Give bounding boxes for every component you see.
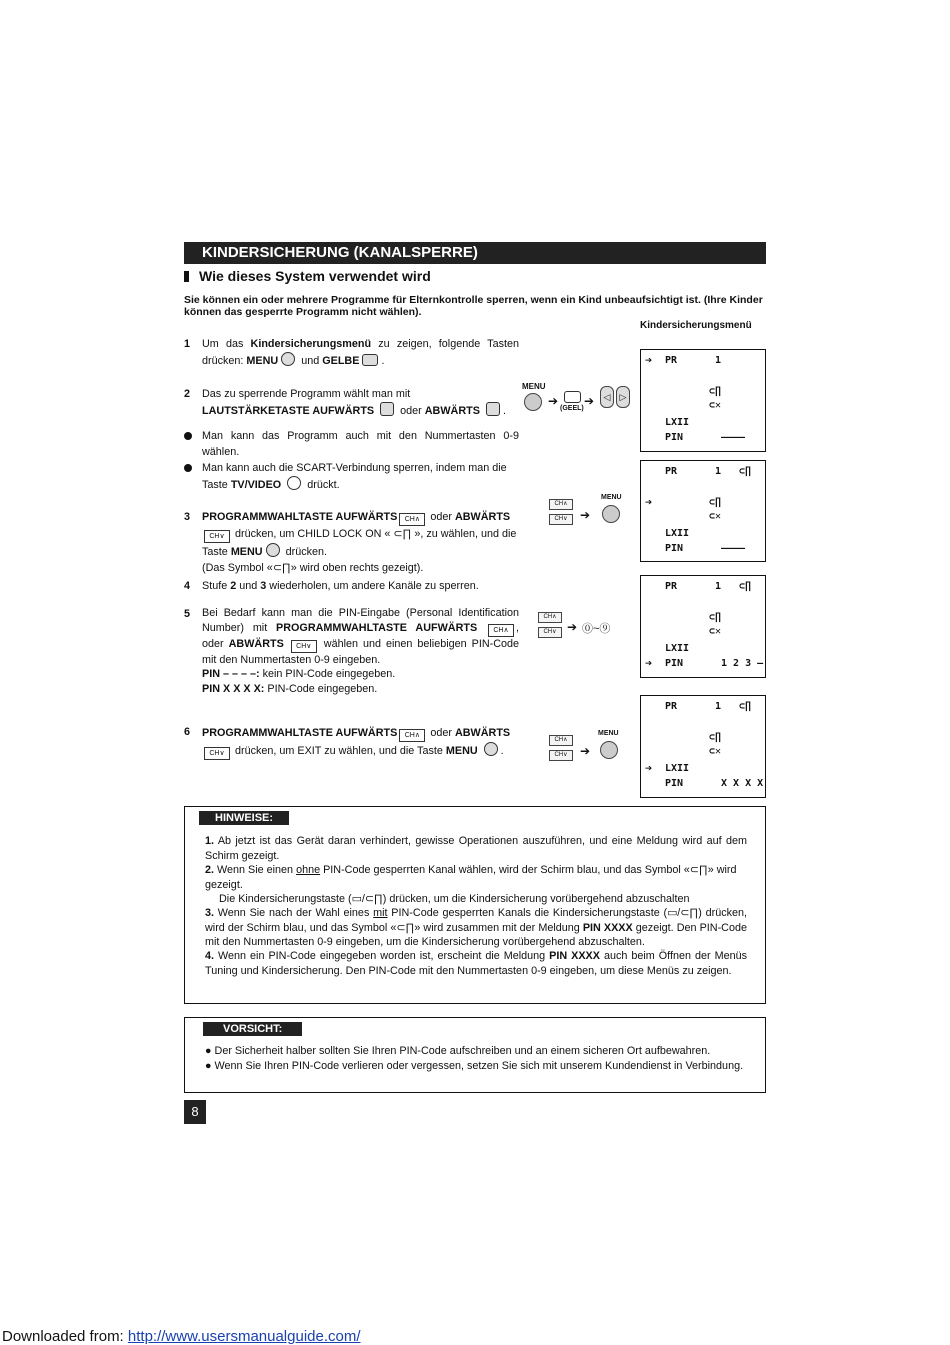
note-4: [205, 949, 747, 978]
bullet-dot: [184, 464, 192, 472]
selection-arrow-icon: ➔: [645, 656, 653, 670]
step-5: [184, 606, 519, 696]
screen-lxii-label: LXII: [665, 643, 690, 654]
lock-icon: ⊂∏: [709, 732, 722, 743]
volume-up-icon: [380, 402, 394, 416]
step-number: 5: [184, 608, 191, 620]
step-bold: 2: [230, 580, 237, 592]
screen-pin-label: PIN: [665, 543, 684, 554]
note-text: auch beim Öffnen der Menüs Tuning und Kindersicherung. Den PIN-Code mit den Nummertasten 0-9 eingeben, um diese Menüs zu zeigen.: [205, 950, 748, 977]
screen-lock-status: ⊂∏: [739, 581, 752, 592]
screen-lxii-label: LXII: [665, 528, 690, 539]
note-3: [205, 906, 747, 950]
lock-icon: ⊂∏: [390, 528, 415, 540]
step-text: (Das Symbol «: [202, 562, 273, 574]
step-bold: PROGRAMMWAHLTASTE AUFWÄRTS: [276, 621, 478, 634]
screen-lxii-label: LXII: [665, 417, 690, 428]
subsection-title: [184, 268, 431, 284]
step-text: .: [502, 405, 506, 417]
step-bold: PROGRAMMWAHLTASTE AUFWÄRTS: [202, 727, 398, 739]
menu-screen-1: [640, 349, 766, 452]
step-text: .: [500, 745, 504, 757]
digit-keys-icon: ⓪~⑨: [582, 623, 611, 635]
volume-down-icon: ◁: [600, 386, 614, 408]
step-number: 4: [184, 580, 191, 592]
screen-program-number: 1: [715, 581, 722, 592]
note-text: Wenn ein PIN-Code eingegeben worden ist, erscheint die Meldung: [218, 950, 550, 962]
step-bold: Kindersicherungsmenü: [250, 338, 372, 350]
bullet-text: Man kann auch die SCART-Verbindung sperren, indem man die Taste: [202, 462, 507, 491]
menu-caption: Kindersicherungsmenü: [640, 320, 752, 331]
screen-lock-status: ⊂∏: [739, 466, 752, 477]
vorsicht-label: VORSICHT:: [203, 1022, 302, 1036]
screen-pin-value: X X X X: [721, 778, 764, 789]
step-text: oder: [427, 511, 455, 523]
ch-up-icon: CH∧: [538, 612, 562, 623]
note-text: Die Kindersicherungstaste (▭/⊂∏) drücken, um die Kindersicherung vorübergehend abzuschalten: [219, 893, 690, 905]
tv-video-label: TV/VIDEO: [230, 479, 282, 491]
menu-button-icon: [524, 393, 542, 411]
step-number: 6: [184, 726, 191, 738]
lock-icon: ⊂∏: [709, 612, 722, 623]
note-text: PIN-Code gesperrten Kanal wählen, wird der Schirm blau, und das Symbol «⊂∏» wird gezeigt.: [205, 864, 737, 891]
ch-down-icon: CH∨: [204, 530, 230, 543]
step-text: zu zeigen, folgende Tasten drücken:: [202, 338, 519, 367]
step-bold: ABWÄRTS: [454, 511, 511, 523]
note-text: gezeigt. Den PIN-Code mit den Nummertasten 0-9 eingeben, um die Kindersicherung vorübergehend abzuschalten.: [205, 921, 747, 948]
caution-2: ● Wenn Sie Ihren PIN-Code verlieren oder vergessen, setzen Sie sich mit unserem Kundendienst in Verbindung.: [205, 1060, 744, 1072]
arrow-right-icon: ➔: [567, 620, 578, 634]
step-text: oder: [397, 405, 425, 417]
unlock-icon: ⊂✕: [709, 400, 722, 411]
step-bold: LAUTSTÄRKETASTE AUFWÄRTS: [202, 405, 375, 417]
yellow-button-icon: [362, 354, 378, 366]
step-text: PIN-Code eingegeben.: [264, 682, 378, 695]
screen-pr-label: PR: [665, 701, 678, 712]
step-bold: 3: [260, 580, 267, 592]
bullet-mark: [184, 271, 189, 282]
subtitle-text: Wie dieses System verwendet wird: [199, 268, 431, 284]
screen-pr-label: PR: [665, 581, 678, 592]
menu-key-label: MENU: [246, 355, 279, 367]
step-text: ,: [516, 621, 519, 634]
menu-button-icon: [266, 543, 280, 557]
footer-text: Downloaded from:: [2, 1328, 128, 1345]
step-number: 1: [184, 338, 191, 350]
arrow-right-icon: ➔: [580, 744, 591, 758]
screen-pin-value: ––––: [721, 432, 746, 443]
menu-button-icon: [600, 741, 618, 759]
step-text: kein PIN-Code eingegeben.: [259, 668, 396, 680]
note-number: 2.: [205, 864, 215, 876]
step-text: und: [298, 355, 323, 367]
ch-up-icon: CH∧: [399, 513, 425, 526]
step-text: drücken, um CHILD LOCK ON «: [232, 528, 391, 540]
screen-pin-label: PIN: [665, 658, 684, 669]
step-text: Um das: [202, 338, 251, 350]
arrow-right-icon: ➔: [548, 394, 559, 408]
note-bold: PIN XXXX: [582, 921, 633, 934]
ch-up-icon: CH∧: [488, 624, 514, 637]
selection-arrow-icon: ➔: [645, 495, 653, 509]
note-number: 1.: [205, 835, 215, 847]
download-footer: [2, 1328, 361, 1345]
ch-up-icon: CH∧: [549, 499, 573, 510]
step-text: », zu wählen, und die Taste: [202, 528, 517, 558]
hinweise-label: HINWEISE:: [199, 811, 289, 825]
caution-text: Wenn Sie Ihren PIN-Code verlieren oder vergessen, setzen Sie sich mit unserem Kundendienst in Verbindung.: [214, 1060, 744, 1072]
note-text: Ab jetzt ist das Gerät daran verhindert, gewisse Operationen auszuführen, und eine Meldung wird auf dem Schirm gezeigt.: [205, 835, 747, 862]
screen-program-number: 1: [715, 355, 722, 366]
menu-screen-4: [640, 695, 766, 798]
note-emphasis: ohne: [296, 864, 321, 876]
step-bold: ABWÄRTS: [424, 405, 480, 417]
screen-lock-status: ⊂∏: [739, 701, 752, 712]
step-bold: ABWÄRTS: [228, 637, 284, 650]
bullet-note: [184, 428, 519, 460]
step-text: wählen und einen beliebigen PIN-Code mit den Nummertasten 0-9 eingeben.: [202, 637, 520, 666]
hinweise-box: [184, 806, 766, 1004]
step-1: [184, 336, 519, 369]
lock-icon: ⊂∏: [272, 562, 291, 574]
menu-key-caption: MENU: [522, 382, 546, 391]
menu-key-caption: MENU: [601, 494, 622, 501]
screen-pin-label: PIN: [665, 778, 684, 789]
page-number: 8: [184, 1100, 206, 1124]
unlock-icon: ⊂✕: [709, 626, 722, 637]
step-text: .: [381, 355, 385, 367]
menu-key-label: MENU: [445, 745, 478, 757]
bullet-dot: [184, 432, 192, 440]
menu-button-icon: [602, 505, 620, 523]
vorsicht-box: [184, 1017, 766, 1093]
screen-pr-label: PR: [665, 466, 678, 477]
ch-down-icon: CH∨: [538, 627, 562, 638]
step-number: 2: [184, 388, 191, 400]
note-2: [205, 863, 747, 907]
step-text: und: [236, 580, 261, 592]
step-bold: ABWÄRTS: [454, 727, 511, 739]
caution-1: ● Der Sicherheit halber sollten Sie Ihren PIN-Code aufschreiben und an einem sicheren Ort aufbewahren.: [205, 1045, 711, 1057]
note-number: 3.: [205, 907, 215, 919]
note-emphasis: mit: [373, 907, 388, 919]
pin-empty-label: PIN – – – –:: [202, 668, 260, 680]
ch-down-icon: CH∨: [291, 640, 317, 653]
step-2: [184, 386, 519, 419]
caution-text: Der Sicherheit halber sollten Sie Ihren PIN-Code aufschreiben und an einem sicheren Ort aufbewahren.: [214, 1045, 711, 1057]
screen-pr-label: PR: [665, 355, 678, 366]
yellow-key-label: GELBE: [322, 355, 360, 367]
ch-down-icon: CH∨: [204, 747, 230, 760]
screen-program-number: 1: [715, 466, 722, 477]
step-text: Bei Bedarf kann man die PIN-Eingabe (Personal Identification Number) mit: [202, 607, 519, 634]
screen-pin-label: PIN: [665, 432, 684, 443]
step-text: drücken.: [282, 546, 328, 558]
step-3: [184, 509, 519, 576]
step-text: oder: [202, 637, 229, 650]
tv-video-button-icon: [287, 476, 301, 490]
note-number: 4.: [205, 950, 215, 962]
menu-key-caption: MENU: [598, 730, 619, 737]
bullet-note: [184, 460, 519, 493]
menu-screen-2: [640, 460, 766, 562]
screen-pin-value: ––––: [721, 543, 746, 554]
note-text: Wenn Sie einen: [217, 864, 297, 876]
arrow-right-icon: ➔: [584, 394, 595, 408]
note-1: [205, 834, 747, 863]
step-text: Stufe: [202, 580, 231, 592]
note-text: PIN-Code gesperrten Kanals die Kindersicherungstaste (▭/⊂∏) drücken, wird der Schirm blau, und das Symbol «⊂∏» wird zusammen mit der Meldung: [205, 907, 748, 934]
ch-up-icon: CH∧: [399, 729, 425, 742]
bullet-text: drückt.: [304, 479, 340, 491]
unlock-icon: ⊂✕: [709, 511, 722, 522]
menu-button-icon: [484, 742, 498, 756]
menu-button-icon: [281, 352, 295, 366]
step-text: oder: [427, 727, 455, 739]
footer-link[interactable]: http://www.usersmanualguide.com/: [127, 1328, 361, 1345]
selection-arrow-icon: ➔: [645, 353, 653, 367]
screen-pin-value: 1 2 3 –: [721, 658, 764, 669]
note-text: Wenn Sie nach der Wahl eines: [217, 907, 374, 919]
step-text: » wird oben rechts gezeigt).: [290, 562, 424, 574]
step-6: [184, 724, 519, 760]
step-number: 3: [184, 511, 191, 523]
step-text: wiederholen, um andere Kanäle zu sperren.: [266, 580, 479, 592]
selection-arrow-icon: ➔: [645, 761, 653, 775]
screen-lxii-label: LXII: [665, 763, 690, 774]
volume-up-icon: ▷: [616, 386, 630, 408]
ch-down-icon: CH∨: [549, 750, 573, 761]
step-4: [184, 578, 519, 594]
screen-program-number: 1: [715, 701, 722, 712]
ch-up-icon: CH∧: [549, 735, 573, 746]
step-text: Das zu sperrende Programm wählt man mit: [202, 388, 411, 400]
note-bold: PIN XXXX: [549, 950, 600, 962]
lock-icon: ⊂∏: [709, 497, 722, 508]
unlock-icon: ⊂✕: [709, 746, 722, 757]
intro-text: Sie können ein oder mehrere Programme für Elternkontrolle sperren, wenn ein Kind unbeaufsichtigt ist. (Ihre Kinder können das gesperrte Programm nicht wählen).: [184, 294, 763, 318]
yellow-key-caption: (GEEL): [560, 405, 584, 412]
section-title: KINDERSICHERUNG (KANALSPERRE): [184, 242, 766, 264]
menu-screen-3: [640, 575, 766, 678]
menu-key-label: MENU: [230, 546, 263, 558]
step-bold: PROGRAMMWAHLTASTE AUFWÄRTS: [202, 511, 398, 523]
lock-icon: ⊂∏: [709, 386, 722, 397]
pin-set-label: PIN X X X X:: [202, 682, 265, 695]
step-text: drücken, um EXIT zu wählen, und die Taste: [232, 745, 446, 757]
ch-down-icon: CH∨: [549, 514, 573, 525]
arrow-right-icon: ➔: [580, 508, 591, 522]
volume-down-icon: [486, 402, 500, 416]
yellow-button-icon: [564, 391, 581, 403]
bullet-text: Man kann das Programm auch mit den Nummertasten 0-9 wählen.: [202, 430, 519, 458]
